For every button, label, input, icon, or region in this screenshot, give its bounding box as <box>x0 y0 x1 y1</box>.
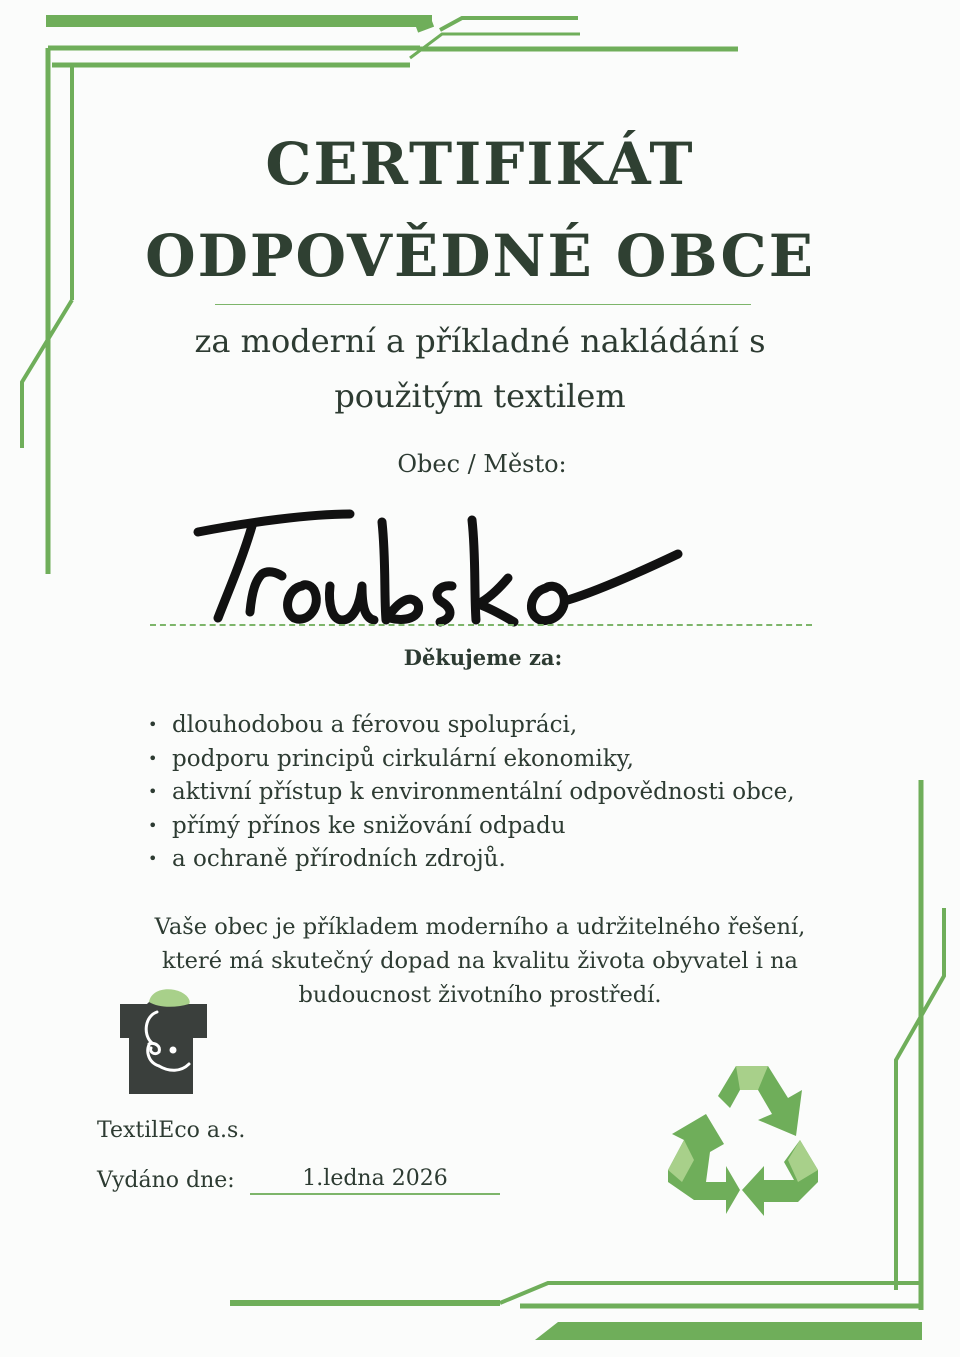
list-item <box>148 842 795 876</box>
municipality-signature-line <box>150 624 812 626</box>
thanks-list <box>148 708 795 876</box>
closing-statement: Vaše obec je příkladem moderního a udržitelného řešení, které má skutečný dopad na kvalitu života obyvatel i na budoucnost životního prostředí. <box>154 914 806 1008</box>
certificate-subtitle: za moderní a příkladné nakládání s použitým textilem <box>194 322 766 415</box>
issuer-name: TextilEco a.s. <box>97 1118 246 1143</box>
bullet-icon: • <box>148 815 158 835</box>
list-item <box>148 809 795 843</box>
title-line-2: ODPOVĚDNÉ OBCE <box>145 222 815 290</box>
handwritten-municipality-name <box>190 500 690 640</box>
issued-date-label: Vydáno dne: <box>97 1168 235 1193</box>
list-item-text: aktivní přístup k environmentální odpovědnosti obce, <box>172 779 795 805</box>
bullet-icon: • <box>148 782 158 801</box>
municipality-label: Obec / Město: <box>397 450 567 478</box>
list-item-text: podporu principů cirkulární ekonomiky, <box>172 745 634 772</box>
title-divider <box>215 304 751 305</box>
list-item <box>148 775 795 809</box>
bullet-icon: • <box>148 849 158 868</box>
bullet-icon: • <box>148 715 158 734</box>
title-line-1: CERTIFIKÁT <box>265 130 695 198</box>
recycle-icon <box>660 1058 842 1230</box>
list-item-text: přímý přínos ke snižování odpadu <box>172 812 566 839</box>
thanks-heading: Děkujeme za: <box>403 645 563 670</box>
bullet-icon: • <box>148 748 158 768</box>
list-item <box>148 708 795 742</box>
list-item-text: dlouhodobou a férovou spolupráci, <box>172 712 578 738</box>
list-item-text: a ochraně přírodních zdrojů. <box>172 846 506 872</box>
textileco-logo-icon <box>115 988 215 1096</box>
issued-date-value: 1.ledna 2026 <box>250 1166 500 1195</box>
list-item <box>148 742 795 776</box>
